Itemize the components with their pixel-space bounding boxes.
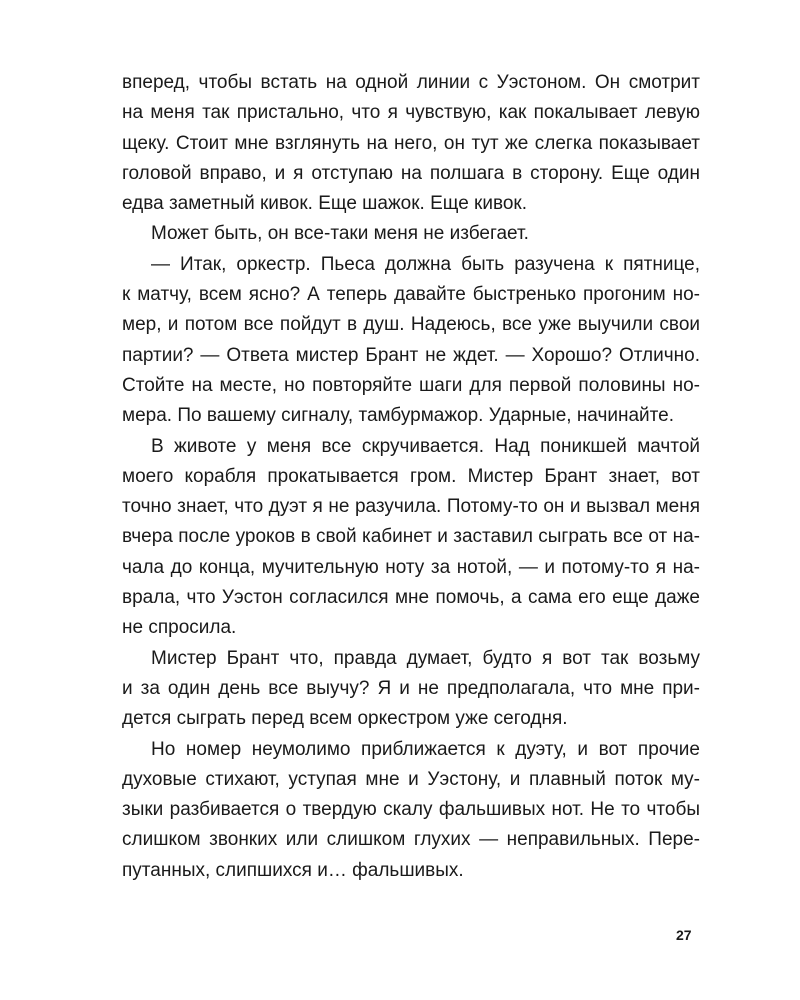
text-line: врала, что Уэстон согласился мне помочь, а сама его еще даже bbox=[122, 587, 700, 609]
text-line: духовые стихают, уступая мне и Уэстону, и плавный поток му- bbox=[122, 768, 700, 790]
text-line: чала до конца, мучительную ноту за нотой, — и потому-то я на- bbox=[122, 556, 700, 578]
text-line: дется сыграть перед всем оркестром уже сегодня. bbox=[122, 708, 568, 730]
page-number: 27 bbox=[676, 927, 692, 943]
text-line: В животе у меня все скручивается. Над поникшей мачтой bbox=[151, 435, 700, 457]
text-line: моего корабля прокатывается гром. Мистер Брант знает, вот bbox=[122, 465, 700, 487]
text-line: и за один день все выучу? Я и не предполагала, что мне при- bbox=[122, 677, 700, 699]
body-text bbox=[122, 68, 700, 886]
text-line: на меня так пристально, что я чувствую, как покалывает левую bbox=[122, 102, 700, 124]
text-line: вчера после уроков в свой кабинет и заставил сыграть все от на- bbox=[122, 526, 700, 548]
text-line: Может быть, он все-таки меня не избегает. bbox=[151, 223, 529, 245]
text-line: Но номер неумолимо приближается к дуэту, и вот прочие bbox=[151, 738, 700, 760]
text-line: слишком звонких или слишком глухих — неправильных. Пере- bbox=[122, 829, 700, 851]
text-line: точно знает, что дуэт я не разучила. Потому-то он и вызвал меня bbox=[122, 496, 700, 518]
text-line: головой вправо, и я отступаю на полшага в сторону. Еще один bbox=[122, 162, 700, 184]
text-line: мер, и потом все пойдут в душ. Надеюсь, все уже выучили свои bbox=[122, 314, 700, 336]
text-line: не спросила. bbox=[122, 617, 237, 639]
text-line: — Итак, оркестр. Пьеса должна быть разучена к пятнице, bbox=[151, 253, 700, 275]
text-line: путанных, слипшихся и… фальшивых. bbox=[122, 859, 464, 881]
text-line: партии? — Ответа мистер Брант не ждет. — Хорошо? Отлично. bbox=[122, 344, 700, 366]
text-line: зыки разбивается о твердую скалу фальшивых нот. Не то чтобы bbox=[122, 799, 700, 821]
text-line: щеку. Стоит мне взглянуть на него, он тут же слегка показывает bbox=[122, 132, 700, 154]
text-line: Стойте на месте, но повторяйте шаги для первой половины но- bbox=[122, 374, 700, 396]
text-line: Мистер Брант что, правда думает, будто я вот так возьму bbox=[151, 647, 700, 669]
text-line: вперед, чтобы встать на одной линии с Уэстоном. Он смотрит bbox=[122, 72, 700, 93]
text-line: мера. По вашему сигналу, тамбурмажор. Ударные, начинайте. bbox=[122, 405, 674, 427]
text-line: к матчу, всем ясно? А теперь давайте быстренько прогоним но- bbox=[122, 284, 700, 306]
text-line: едва заметный кивок. Еще шажок. Еще кивок. bbox=[122, 193, 528, 215]
